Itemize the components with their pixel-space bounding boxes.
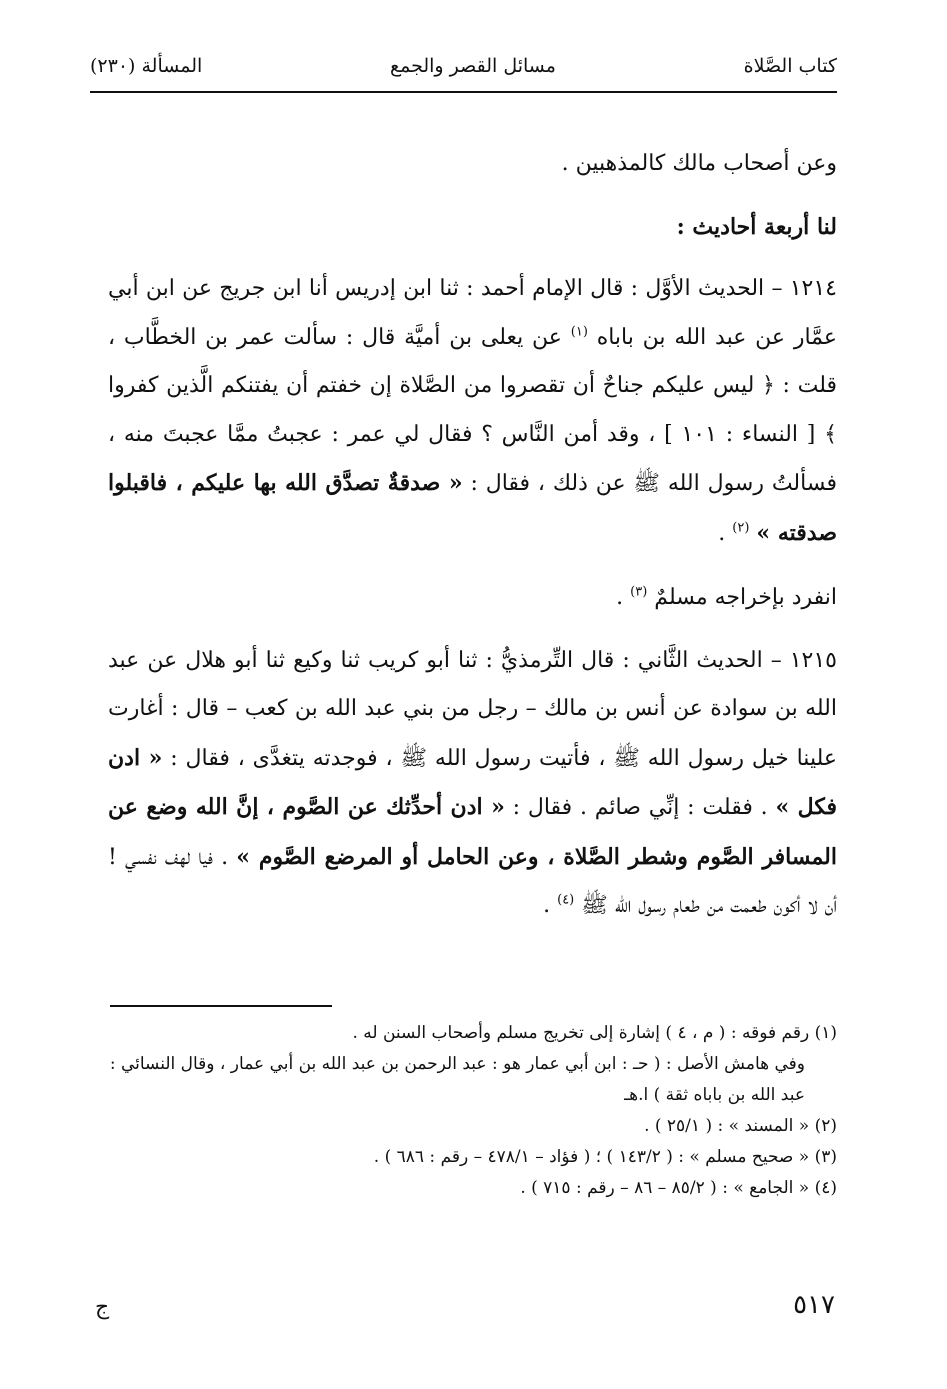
hadith-1215-quote-2: « ادن أحدِّثك عن الصَّوم ، إنَّ الله وضع عن المسافر الصَّوم وشطر الصَّلاة ، وعن الحامل أو المرضع الصَّوم » <box>108 794 837 870</box>
muslim-end: . <box>616 585 624 610</box>
hadith-1214-quote: « صدقةٌ تصدَّق الله بها عليكم ، فاقبلوا صدقته » <box>108 470 837 546</box>
footnote-rule <box>110 1005 332 1007</box>
hadith-1214-text-1: ١٢١٤ – الحديث الأوَّل : قال الإمام أحمد : ثنا ابن إدريس أنا ابن جريج عن ابن أبي عمَّار عن عبد الله بن باباه <box>108 276 838 350</box>
paragraph-muslim <box>108 574 837 623</box>
hadith-1215-text-3: . فيا لهف نفسي ! أن لا أكون طعمت من طعام رسول الله ﷺ <box>108 844 837 918</box>
running-header <box>90 46 837 86</box>
hadith-1215 <box>108 637 837 931</box>
paragraph-malik: وعن أصحاب مالك كالمذهبين . <box>561 151 837 176</box>
hadith-1215-text-2: . فقلت : إنِّي صائم . فقال : <box>512 795 768 820</box>
header-chapter-title: مسائل القصر والجمع <box>390 55 556 77</box>
hadith-1215-quote-1: « ادن فكل » <box>108 744 838 820</box>
footnote-2: (٢) « المسند » : ( ٢٥/١ ) . <box>644 1116 837 1136</box>
page-number: ٥١٧ <box>793 1290 835 1320</box>
signature-mark: ج <box>95 1295 110 1320</box>
paragraph-four-hadiths: لنا أربعة أحاديث : <box>676 213 837 240</box>
hadith-1215-end: . <box>543 893 551 918</box>
header-rule <box>90 91 837 93</box>
footnote-ref-1[interactable]: (١) <box>570 324 588 340</box>
hadith-1214-end: . <box>718 520 726 546</box>
hadith-1214 <box>108 265 837 558</box>
header-issue-number: المسألة (٢٣٠) <box>90 55 203 77</box>
header-book-title: كتاب الصَّلاة <box>743 55 837 77</box>
footnote-4: (٤) « الجامع » : ( ٨٥/٢ – ٨٦ – رقم : ٧١٥ ) . <box>520 1178 837 1198</box>
hadith-1214-text-2: عن يعلى بن أميَّة قال : سألت عمر بن الخطَّاب ، قلت : ﴿ ليس عليكم جناحٌ أن تقصروا من الصَّلاة إن خفتم أن يفتنكم الَّذين كفروا ﴾ [ النساء : ١٠١ ] ، وقد أمن النَّاس ؟ فقال لي عمر : عجبتُ ممَّا عجبتَ منه ، فسألتُ رسول الله ﷺ عن ذلك ، فقال : <box>108 324 837 496</box>
footnote-ref-3[interactable]: (٣) <box>630 584 648 600</box>
muslim-text: انفرد بإخراجه مسلمٌ <box>654 585 837 610</box>
main-text <box>108 140 837 947</box>
footnote-ref-4[interactable]: (٤) <box>557 892 575 908</box>
footnote-ref-2[interactable]: (٢) <box>732 520 750 536</box>
footnote-1: (١) رقم فوقه : ( م ، ٤ ) إشارة إلى تخريج مسلم وأصحاب السنن له . <box>352 1023 837 1043</box>
footnote-1-continued: وفي هامش الأصل : ( حـ : ابن أبي عمار هو : عبد الرحمن بن عبد الله بن أبي عمار ، وقال النسائي : عبد الله بن باباه ثقة ) ا.هـ <box>109 1054 805 1105</box>
footnote-3: (٣) « صحيح مسلم » : ( ١٤٣/٢ ) ؛ ( فؤاد – ٤٧٨/١ – رقم : ٦٨٦ ) . <box>373 1147 837 1167</box>
hadith-1215-text-1: ١٢١٥ – الحديث الثَّاني : قال التِّرمذيُّ : ثنا أبو كريب ثنا وكيع ثنا أبو هلال عن عبد الله بن سوادة عن أنس بن مالك – رجل من بني عبد الله بن كعب – قال : أغارت علينا خيل رسول الله ﷺ ، فأتيت رسول الله ﷺ ، فوجدته يتغدَّى ، فقال : <box>108 647 837 771</box>
footnotes <box>108 1018 837 1204</box>
